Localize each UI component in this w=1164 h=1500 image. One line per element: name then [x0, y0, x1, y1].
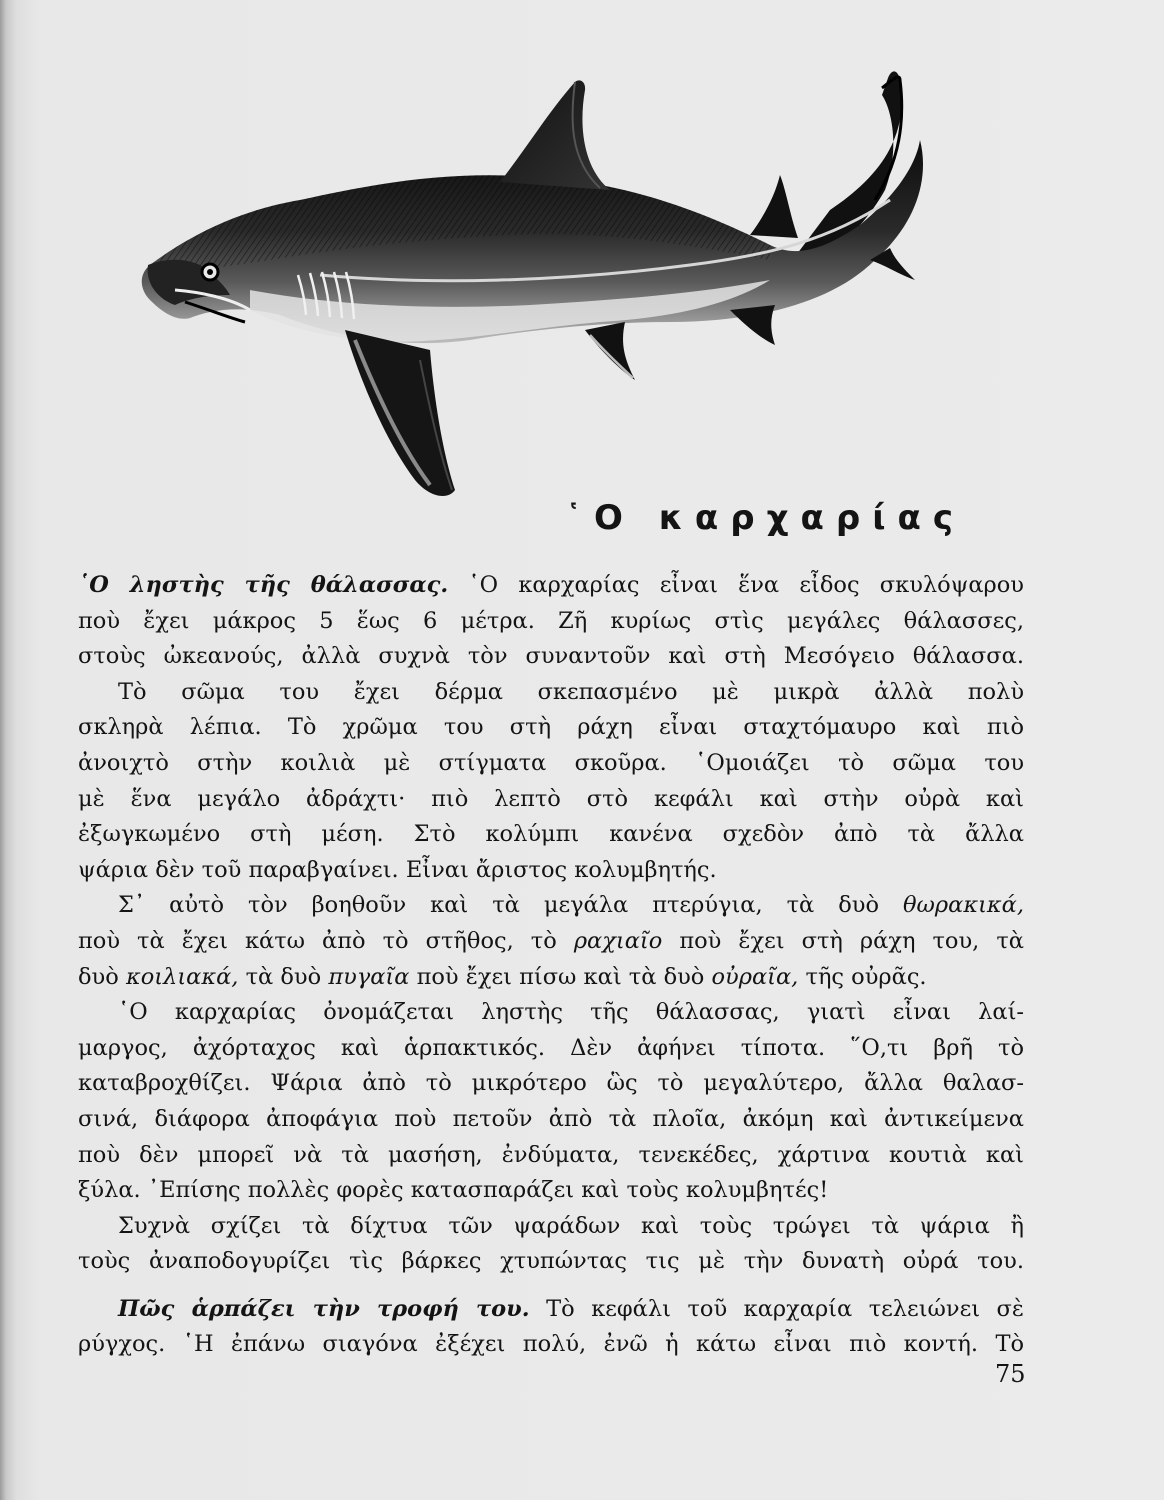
shark-illustration: [130, 60, 960, 510]
text-line: ξύλα. ᾿Επίσης πολλὲς φορὲς κατασπαράζει καὶ τοὺς κολυμβητές!: [78, 1177, 829, 1204]
second-dorsal-fin: [750, 175, 798, 238]
dorsal-fin: [500, 80, 610, 190]
anal-fin: [730, 305, 775, 345]
section-heading: ῾Ο ληστὴς τῆς θάλασσας.: [78, 572, 449, 598]
text-line: μαργος, ἀχόρταχος καὶ ἁρπακτικός. Δὲν ἀφήνει τίποτα. ῞Ο,τι βρῆ τὸ: [78, 1034, 1024, 1061]
text-line: τοὺς ἀναποδογυρίζει τὶς βάρκες χτυπώντας τις μὲ τὴν δυνατὴ οὐρά του.: [78, 1248, 1024, 1275]
text-line: ἀνοιχτὸ στὴν κοιλιὰ μὲ στίγματα σκοῦρα. ῾Ομοιάζει τὸ σῶμα του: [78, 749, 1024, 776]
text-line: καταβροχθίζει. Ψάρια ἀπὸ τὸ μικρότερο ὣς τὸ μεγαλύτερο, ἄλλα θαλασ-: [78, 1070, 1024, 1097]
text-line: ποὺ δὲν μπορεῖ νὰ τὰ μασήση, ἐνδύματα, τενεκέδες, χάρτινα κουτιὰ καὶ: [78, 1141, 1024, 1168]
page-number: 75: [995, 1360, 1026, 1388]
article-body: [78, 568, 1024, 1363]
text-line: σινά, διάφορα ἀποφάγια ποὺ πετοῦν ἀπὸ τὰ πλοῖα, ἀκόμη καὶ ἀντικείμενα: [78, 1105, 1024, 1132]
text-line: ποὺ ἔχει μάκρος 5 ἕως 6 μέτρα. Ζῆ κυρίως στὶς μεγάλες θάλασσες,: [78, 607, 1024, 634]
text-line: ποὺ τὰ ἔχει κάτω ἀπὸ τὸ στῆθος, τὸ ραχιαῖο ποὺ ἔχει στὴ ράχη του, τὰ: [78, 927, 1024, 954]
text-line: στοὺς ὠκεανούς, ἀλλὰ συχνὰ τὸν συναντοῦν καὶ στὴ Μεσόγειο θάλασσα.: [78, 643, 1024, 670]
text-line: Συχνὰ σχίζει τὰ δίχτυα τῶν ψαράδων καὶ τοὺς τρώγει τὰ ψάρια ἢ: [118, 1212, 1024, 1239]
text-line: σκληρὰ λέπια. Τὸ χρῶμα του στὴ ράχη εἶναι σταχτόμαυρο καὶ πιὸ: [78, 714, 1024, 741]
text-line: ἐξωγκωμένο στὴ μέση. Στὸ κολύμπι κανένα σχεδὸν ἀπὸ τὰ ἄλλα: [78, 821, 1024, 848]
chapter-title: ῾Ο καρχαρίας: [565, 498, 965, 538]
text-line: μὲ ἕνα μεγάλο ἀδράχτι· πιὸ λεπτὸ στὸ κεφάλι καὶ στὴν οὐρὰ καὶ: [78, 785, 1024, 812]
text-line: Πῶς ἁρπάζει τὴν τροφή του. Τὸ κεφάλι τοῦ καρχαρία τελειώνει σὲ: [118, 1295, 1024, 1322]
text-line: ψάρια δὲν τοῦ παραβγαίνει. Εἶναι ἄριστος κολυμβητής.: [78, 856, 717, 883]
text-line: Τὸ σῶμα του ἔχει δέρμα σκεπασμένο μὲ μικρὰ ἀλλὰ πολὺ: [118, 678, 1024, 705]
text-line: Σ᾽ αὐτὸ τὸν βοηθοῦν καὶ τὰ μεγάλα πτερύγια, τὰ δυὸ θωρακικά,: [118, 892, 1024, 919]
text-line: δυὸ κοιλιακά, τὰ δυὸ πυγαῖα ποὺ ἔχει πίσω καὶ τὰ δυὸ οὐραῖα, τῆς οὐρᾶς.: [78, 963, 927, 990]
section-heading: Πῶς ἁρπάζει τὴν τροφή του.: [118, 1295, 530, 1322]
text-line: ῾Ο ληστὴς τῆς θάλασσας. ῾Ο καρχαρίας εἶναι ἕνα εἶδος σκυλόψαρου: [78, 572, 1024, 598]
text-line: ῾Ο καρχαρίας ὀνομάζεται ληστὴς τῆς θάλασσας, γιατὶ εἶναι λαί-: [118, 999, 1024, 1026]
text-line: ρύγχος. ῾Η ἐπάνω σιαγόνα ἐξέχει πολύ, ἐνῶ ἡ κάτω εἶναι πιὸ κοντή. Τὸ: [78, 1331, 1024, 1358]
